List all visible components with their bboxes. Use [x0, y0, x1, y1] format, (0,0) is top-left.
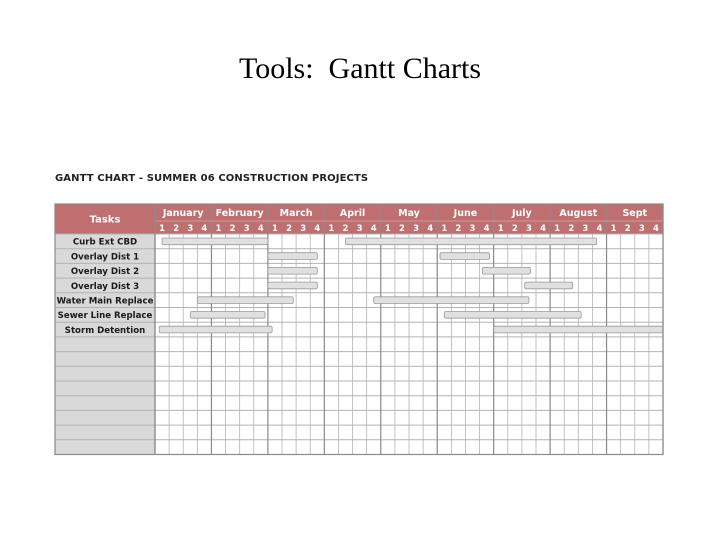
month-label: May: [398, 208, 420, 219]
task-bar: [525, 282, 573, 289]
task-bar: [197, 297, 293, 304]
week-label: 3: [356, 224, 363, 234]
month-label: August: [559, 208, 598, 219]
month-label: Sept: [622, 208, 648, 219]
task-bar: [440, 253, 489, 260]
gantt-chart-title: GANTT CHART - SUMMER 06 CONSTRUCTION PROJECTS: [55, 173, 369, 184]
week-label: 1: [328, 224, 335, 234]
week-label: 2: [455, 224, 462, 234]
week-label: 3: [243, 224, 250, 234]
task-bar: [162, 238, 268, 245]
week-label: 2: [398, 224, 405, 234]
slide-title: Tools: Gantt Charts: [238, 52, 482, 85]
week-label: 4: [652, 224, 659, 234]
week-label: 4: [427, 224, 434, 234]
week-label: 2: [342, 224, 349, 234]
week-label: 1: [441, 224, 448, 234]
task-name: Overlay Dist 1: [70, 252, 140, 263]
week-label: 3: [638, 224, 645, 234]
task-bar: [494, 326, 663, 333]
task-name: Curb Ext CBD: [72, 237, 138, 248]
task-name: Sewer Line Replace: [57, 311, 153, 322]
week-label: 2: [229, 224, 236, 234]
task-name: Water Main Replace: [56, 296, 154, 307]
task-bar: [268, 253, 317, 260]
week-label: 1: [215, 224, 222, 234]
task-bar: [268, 267, 317, 274]
task-bar: [482, 267, 530, 274]
week-label: 4: [540, 224, 547, 234]
week-label: 4: [201, 224, 208, 234]
week-label: 4: [370, 224, 377, 234]
month-label: July: [512, 208, 532, 219]
task-header: Tasks: [89, 214, 121, 226]
task-bar: [444, 312, 581, 319]
month-label: March: [279, 208, 313, 219]
week-label: 1: [554, 224, 561, 234]
week-label: 3: [582, 224, 589, 234]
week-label: 2: [173, 224, 180, 234]
week-label: 2: [511, 224, 518, 234]
week-label: 2: [286, 224, 293, 234]
week-label: 3: [413, 224, 420, 234]
task-name: Overlay Dist 2: [70, 267, 140, 278]
task-name: Overlay Dist 3: [70, 281, 140, 292]
task-bar: [268, 282, 317, 289]
week-label: 3: [300, 224, 307, 234]
week-label: 2: [568, 224, 575, 234]
week-label: 4: [483, 224, 490, 234]
week-label: 1: [271, 224, 278, 234]
week-label: 1: [610, 224, 617, 234]
week-label: 4: [596, 224, 603, 234]
task-bar: [159, 326, 272, 333]
week-label: 1: [384, 224, 391, 234]
month-label: June: [453, 208, 478, 219]
week-label: 3: [469, 224, 476, 234]
week-label: 3: [187, 224, 194, 234]
task-bar: [346, 238, 597, 245]
week-label: 1: [159, 224, 166, 234]
week-label: 3: [525, 224, 532, 234]
task-bar: [190, 312, 265, 319]
week-label: 4: [314, 224, 321, 234]
task-name: Storm Detention: [64, 325, 146, 336]
week-label: 2: [624, 224, 631, 234]
week-label: 1: [497, 224, 504, 234]
month-label: February: [215, 208, 264, 219]
month-label: January: [162, 208, 204, 219]
week-label: 4: [257, 224, 264, 234]
month-label: April: [339, 208, 366, 219]
task-bar: [374, 297, 529, 304]
